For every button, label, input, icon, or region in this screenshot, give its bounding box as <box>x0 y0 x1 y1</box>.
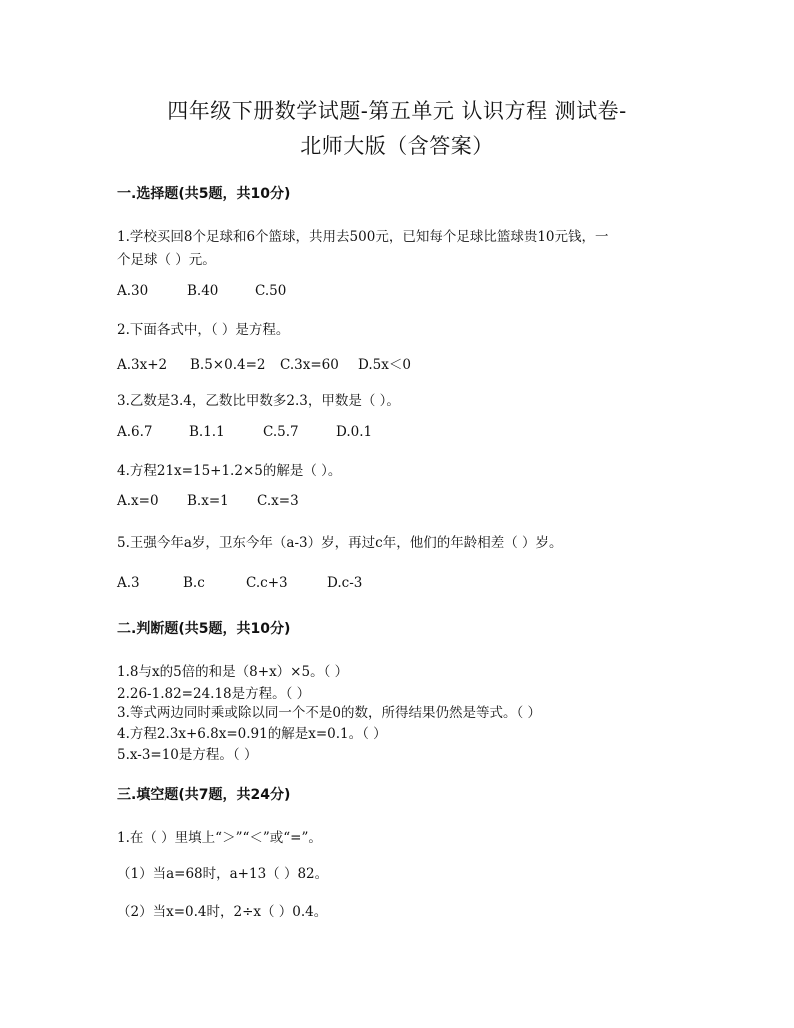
option-b: B.40 <box>187 283 219 299</box>
section-heading-choice: 一.选择题(共5题，共10分) <box>117 186 291 202</box>
question-2-options <box>117 353 411 373</box>
judgement-item-1: 1.8与x的5倍的和是（8+x）×5。（ ） <box>117 664 349 680</box>
question-3-text: 3.乙数是3.4，乙数比甲数多2.3，甲数是（ ）。 <box>117 393 400 409</box>
question-1-options <box>117 283 286 299</box>
option-b: B.5×0.4=2 <box>190 357 266 373</box>
question-5-options <box>117 575 362 591</box>
question-1-line2: 个足球（ ）元。 <box>117 252 216 268</box>
option-b: B.x=1 <box>187 493 229 509</box>
option-c: C.50 <box>255 283 287 299</box>
option-c: C.x=3 <box>257 493 299 509</box>
judgement-item-2: 2.26-1.82=24.18是方程。（ ） <box>117 686 311 702</box>
option-a: A.6.7 <box>117 424 153 440</box>
judgement-item-3: 3.等式两边同时乘或除以同一个不是0的数，所得结果仍然是等式。（ ） <box>117 705 542 721</box>
option-a: A.3 <box>117 575 140 591</box>
judgement-item-5: 5.x-3=10是方程。（ ） <box>117 747 258 763</box>
section-heading-judgement: 二.判断题(共5题，共10分) <box>117 621 291 637</box>
option-d: D.5x＜0 <box>358 357 411 373</box>
question-2-text: 2.下面各式中，（ ）是方程。 <box>117 322 290 338</box>
judgement-item-4: 4.方程2.3x+6.8x=0.91的解是x=0.1。（ ） <box>117 726 387 742</box>
fill-question-1-sub1: （1）当a=68时，a+13（ ）82。 <box>117 866 329 882</box>
option-a: A.x=0 <box>117 493 159 509</box>
question-5-text: 5.王强今年a岁，卫东今年（a-3）岁，再过c年，他们的年龄相差（ ）岁。 <box>117 535 563 551</box>
option-d: D.0.1 <box>336 424 373 440</box>
section-heading-fill: 三.填空题(共7题，共24分) <box>117 787 291 803</box>
fill-question-1-text: 1.在（ ）里填上“＞”“＜”或“=”。 <box>117 830 322 846</box>
option-b: B.1.1 <box>189 424 225 440</box>
page-title-line2: 北师大版（含答案） <box>300 134 494 158</box>
fill-question-1-sub2: （2）当x=0.4时，2÷x（ ）0.4。 <box>117 904 328 920</box>
question-4-options <box>117 493 299 509</box>
question-4-text: 4.方程21x=15+1.2×5的解是（ ）。 <box>117 463 342 479</box>
option-c: C.3x=60 <box>280 357 339 373</box>
option-c: C.c+3 <box>246 575 288 591</box>
option-c: C.5.7 <box>263 424 299 440</box>
question-1-line1: 1.学校买回8个足球和6个篮球，共用去500元，已知每个足球比篮球贵10元钱，一 <box>117 229 609 245</box>
page-title-line1: 四年级下册数学试题-第五单元 认识方程 测试卷- <box>167 99 627 123</box>
option-b: B.c <box>183 575 205 591</box>
option-d: D.c-3 <box>327 575 363 591</box>
option-a: A.3x+2 <box>117 357 168 373</box>
question-3-options <box>117 424 372 440</box>
option-a: A.30 <box>117 283 149 299</box>
